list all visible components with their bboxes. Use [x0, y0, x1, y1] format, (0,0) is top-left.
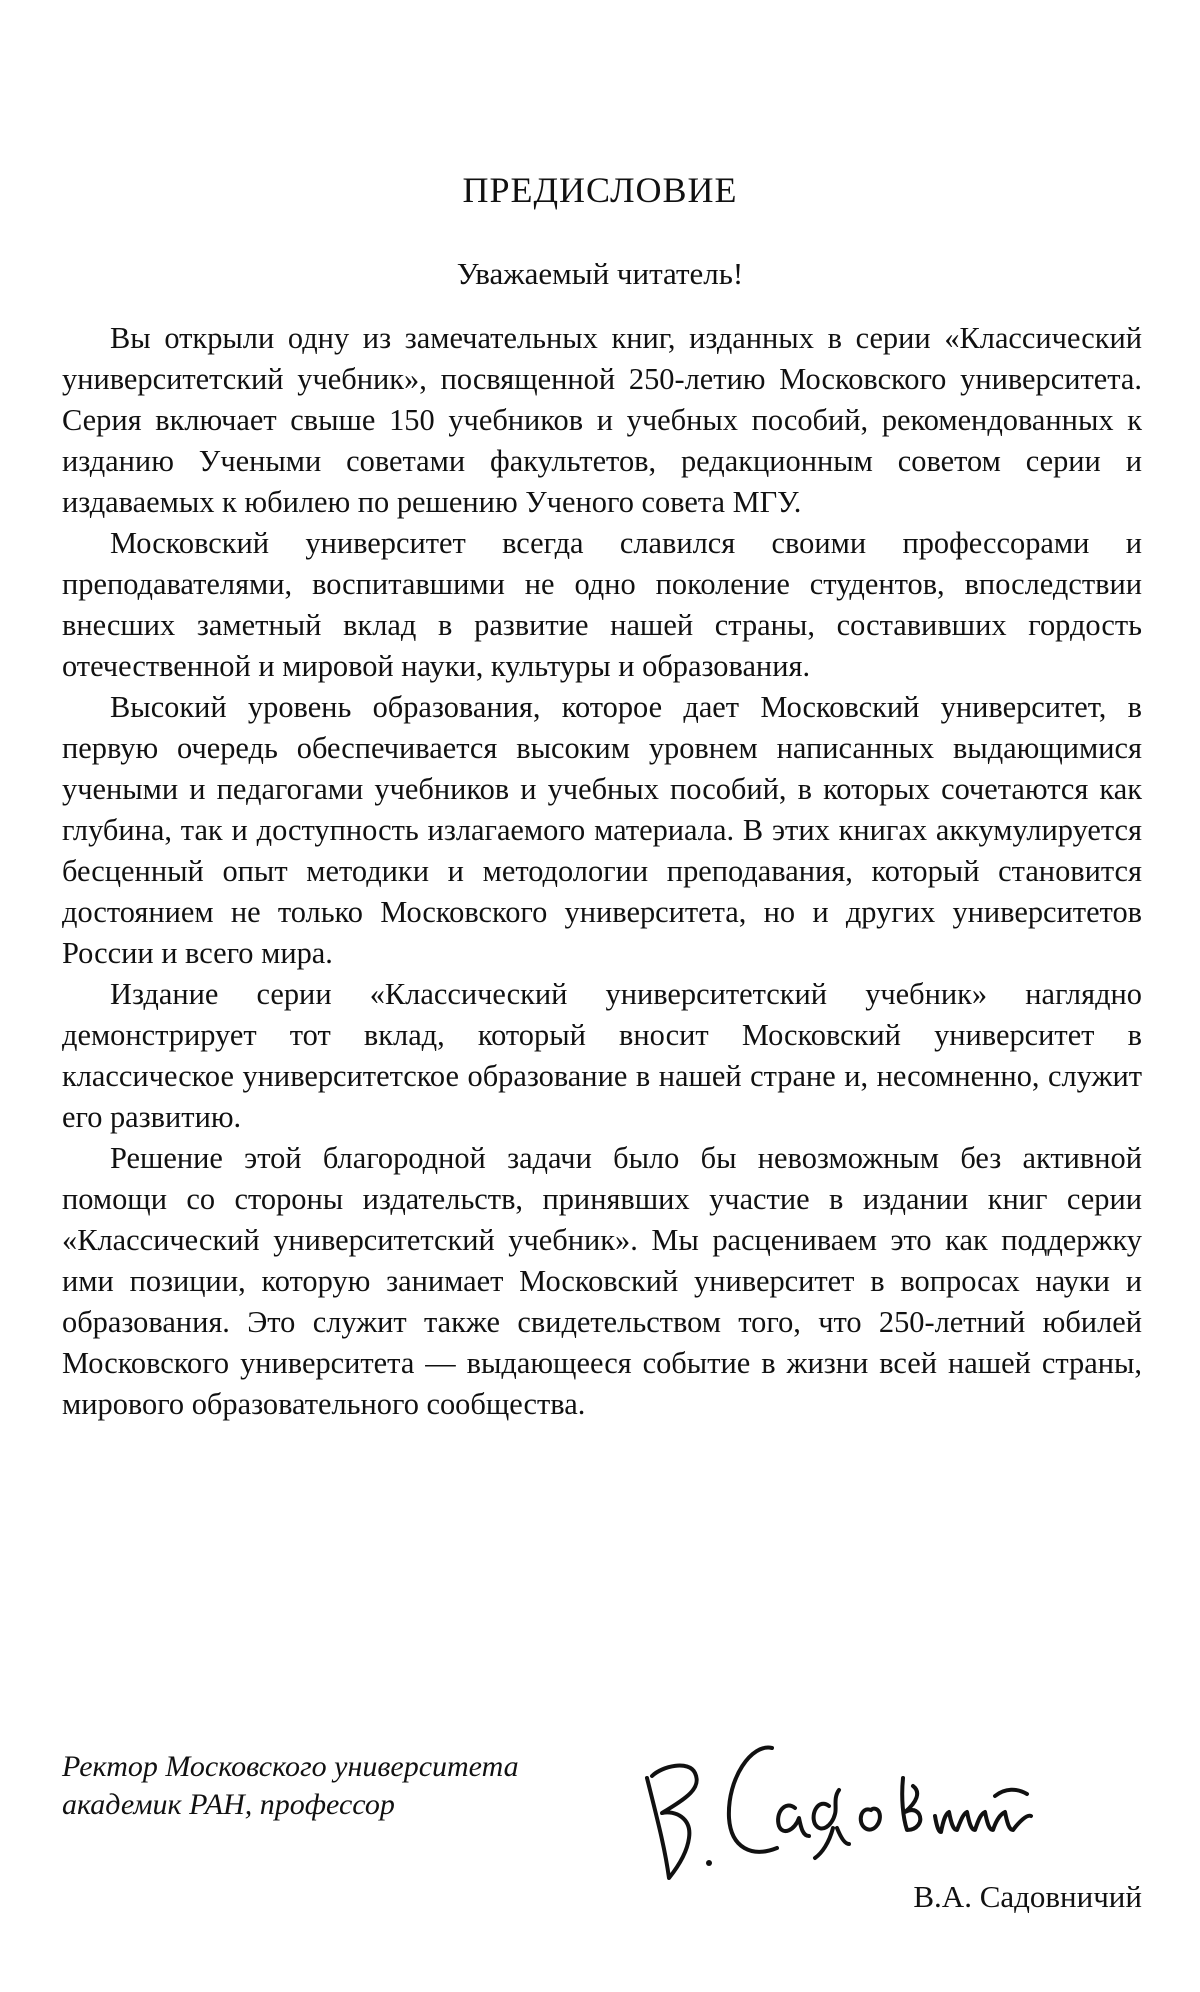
- salutation: Уважаемый читатель!: [456, 256, 744, 291]
- paragraph-2: Московский университет всегда славился своими профессорами и преподавателями, воспитавшими не одно поколение студентов, впоследствии внесших заметный вклад в развитие нашей страны, составивших гордость отечественной и мировой науки, культуры и образования.: [62, 526, 1142, 683]
- paragraph-5: Решение этой благородной задачи было бы невозможным без активной помощи со стороны издательств, принявших участие в издании книг серии «Классический университетский учебник». Мы расцениваем это как поддержку ими позиции, которую занимает Московский университет в вопросах науки и образования. Это служит также свидетельством того, что 250-летний юбилей Московского университета — выдающееся событие в жизни всей нашей страны, мирового образовательного сообщества.: [62, 1141, 1142, 1421]
- paragraph-3: Высокий уровень образования, которое дает Московский университет, в первую очередь обеспечивается высоким уровнем написанных выдающимися учеными и педагогами учебников и учебных пособий, в которых сочетаются как глубина, так и доступность излагаемого материала. В этих книгах аккумулируется бесценный опыт методики и методологии преподавания, который становится достоянием не только Московского университета, но и других университетов России и всего мира.: [62, 690, 1142, 970]
- body-text: [62, 318, 1142, 1425]
- paragraph-1: Вы открыли одну из замечательных книг, изданных в серии «Классический университетский учебник», посвященной 250-летию Московского университета. Серия включает свыше 150 учебников и учебных пособий, рекомендованных к изданию Учеными советами факультетов, редакционным советом серии и издаваемых к юбилею по решению Ученого совета МГУ.: [62, 321, 1142, 519]
- printed-signer-name: В.А. Садовничий: [913, 1879, 1142, 1914]
- page-title: ПРЕДИСЛОВИЕ: [462, 170, 738, 210]
- signer-role-line-1: Ректор Московского университета: [62, 1750, 519, 1783]
- signer-role-line-2: академик РАН, профессор: [62, 1788, 395, 1821]
- handwritten-signature: [617, 1718, 1157, 1888]
- signer-role: [62, 1748, 519, 1824]
- signature-block: [62, 1748, 1142, 1948]
- paragraph-4: Издание серии «Классический университетский учебник» наглядно демонстрирует тот вклад, который вносит Московский университет в классическое университетское образование в нашей стране и, несомненно, служит его развитию.: [62, 977, 1142, 1134]
